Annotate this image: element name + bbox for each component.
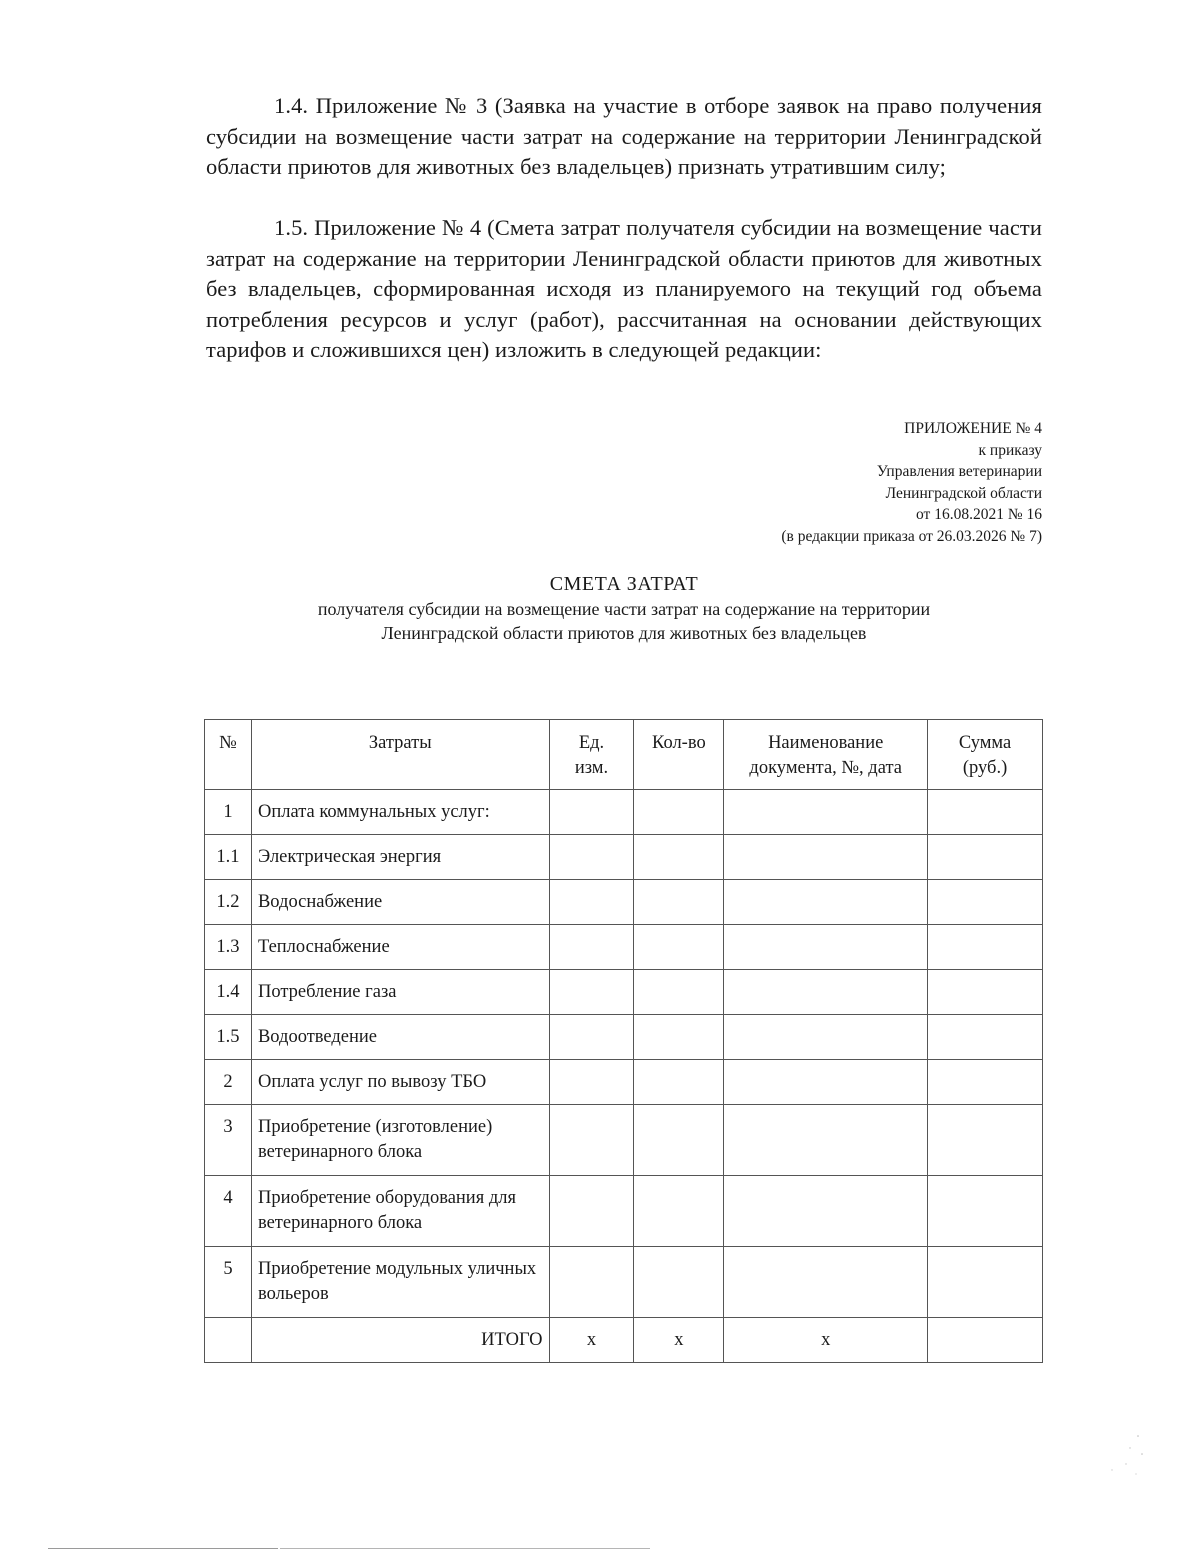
row-cost: Оплата услуг по вывозу ТБО — [251, 1060, 549, 1105]
row-doc — [724, 970, 928, 1015]
row-doc — [724, 1060, 928, 1105]
row-unit — [549, 1015, 634, 1060]
scan-edge-line-left — [48, 1548, 278, 1549]
row-cost: Приобретение (изготовление) ветеринарного блока — [251, 1105, 549, 1176]
estimate-title: СМЕТА ЗАТРАТ — [549, 573, 699, 595]
row-sum — [928, 1105, 1043, 1176]
row-cost: Приобретение оборудования для ветеринарного блока — [251, 1176, 549, 1247]
row-unit — [549, 1247, 634, 1318]
header-doc — [724, 720, 928, 790]
row-qty — [634, 1105, 724, 1176]
row-qty — [634, 790, 724, 835]
row-num: 1.1 — [205, 835, 252, 880]
header-sum-line2: (руб.) — [962, 758, 1008, 778]
total-doc: х — [724, 1318, 928, 1363]
table-row — [205, 1060, 1043, 1105]
header-doc-line1: Наименование — [768, 733, 884, 753]
table-row — [205, 880, 1043, 925]
row-doc — [724, 1015, 928, 1060]
row-cost: Водоснабжение — [251, 880, 549, 925]
row-cost: Водоотведение — [251, 1015, 549, 1060]
row-doc — [724, 925, 928, 970]
row-unit — [549, 970, 634, 1015]
appendix-date: от 16.08.2021 № 16 — [916, 506, 1042, 523]
table-row — [205, 790, 1043, 835]
row-qty — [634, 835, 724, 880]
row-qty — [634, 880, 724, 925]
row-cost: Теплоснабжение — [251, 925, 549, 970]
row-sum — [928, 1176, 1043, 1247]
appendix-stamp — [781, 418, 1042, 547]
row-num: 4 — [205, 1176, 252, 1247]
appendix-revision: (в редакции приказа от 26.03.2026 № 7) — [781, 527, 1042, 545]
row-qty — [634, 970, 724, 1015]
row-sum — [928, 835, 1043, 880]
estimate-subtitle-line2: Ленинградской области приютов для животных без владельцев — [381, 623, 867, 643]
total-qty: х — [634, 1318, 724, 1363]
paragraph-1-5: 1.5. Приложение № 4 (Смета затрат получателя субсидии на возмещение части затрат на содержание на территории Ленинградской области приютов для животных без владельцев, сформированная исходя из планируемого на текущий год объема потребления ресурсов и услуг (работ), рассчитанная на основании действующих тарифов и сложившихся цен) изложить в следующей редакции: — [206, 215, 1042, 362]
row-unit — [549, 835, 634, 880]
header-cost: Затраты — [251, 720, 549, 790]
row-doc — [724, 790, 928, 835]
row-num: 1.2 — [205, 880, 252, 925]
row-sum — [928, 880, 1043, 925]
header-unit — [549, 720, 634, 790]
header-num: № — [205, 720, 252, 790]
estimate-heading — [206, 571, 1042, 645]
row-unit — [549, 925, 634, 970]
row-num: 3 — [205, 1105, 252, 1176]
row-sum — [928, 925, 1043, 970]
total-label: ИТОГО — [251, 1318, 549, 1363]
header-qty: Кол-во — [634, 720, 724, 790]
row-sum — [928, 970, 1043, 1015]
row-sum — [928, 1060, 1043, 1105]
table-row — [205, 1176, 1043, 1247]
row-qty — [634, 1247, 724, 1318]
row-qty — [634, 1060, 724, 1105]
row-doc — [724, 1105, 928, 1176]
row-num: 5 — [205, 1247, 252, 1318]
table-row — [205, 1105, 1043, 1176]
estimate-subtitle-line1: получателя субсидии на возмещение части затрат на содержание на территории — [317, 599, 931, 619]
header-unit-line2: изм. — [574, 758, 609, 778]
row-cost: Оплата коммунальных услуг: — [251, 790, 549, 835]
row-unit — [549, 1060, 634, 1105]
appendix-number: ПРИЛОЖЕНИЕ № 4 — [904, 420, 1042, 437]
table-header-row — [205, 720, 1043, 790]
row-doc — [724, 880, 928, 925]
total-unit: х — [549, 1318, 634, 1363]
table-row — [205, 835, 1043, 880]
row-sum — [928, 790, 1043, 835]
scan-edge-line-right — [280, 1548, 650, 1549]
row-qty — [634, 1176, 724, 1247]
scan-noise-specks — [1100, 1430, 1150, 1480]
table-row — [205, 925, 1043, 970]
row-cost: Приобретение модульных уличных вольеров — [251, 1247, 549, 1318]
table-row — [205, 1247, 1043, 1318]
row-doc — [724, 835, 928, 880]
header-unit-line1: Ед. — [578, 733, 605, 753]
cost-estimate-table — [204, 719, 1043, 1363]
row-unit — [549, 1105, 634, 1176]
row-sum — [928, 1247, 1043, 1318]
row-unit — [549, 790, 634, 835]
table-row — [205, 1015, 1043, 1060]
row-unit — [549, 880, 634, 925]
table-row — [205, 970, 1043, 1015]
table-total-row — [205, 1318, 1043, 1363]
header-sum-line1: Сумма — [958, 733, 1012, 753]
appendix-region: Ленинградской области — [885, 484, 1042, 502]
row-doc — [724, 1247, 928, 1318]
paragraph-1-4: 1.4. Приложение № 3 (Заявка на участие в отборе заявок на право получения субсидии на возмещение части затрат на содержание на территории Ленинградской области приютов для животных без владельцев) признать утратившим силу; — [206, 93, 1042, 179]
row-doc — [724, 1176, 928, 1247]
row-cost: Электрическая энергия — [251, 835, 549, 880]
row-num: 2 — [205, 1060, 252, 1105]
header-doc-line2: документа, №, дата — [749, 758, 902, 778]
appendix-authority: Управления ветеринарии — [876, 463, 1042, 480]
total-num — [205, 1318, 252, 1363]
appendix-order-ref: к приказу — [978, 441, 1042, 459]
row-num: 1.5 — [205, 1015, 252, 1060]
row-qty — [634, 1015, 724, 1060]
row-num: 1.4 — [205, 970, 252, 1015]
total-sum — [928, 1318, 1043, 1363]
row-num: 1.3 — [205, 925, 252, 970]
row-sum — [928, 1015, 1043, 1060]
row-cost: Потребление газа — [251, 970, 549, 1015]
header-sum — [928, 720, 1043, 790]
row-qty — [634, 925, 724, 970]
row-num: 1 — [205, 790, 252, 835]
row-unit — [549, 1176, 634, 1247]
